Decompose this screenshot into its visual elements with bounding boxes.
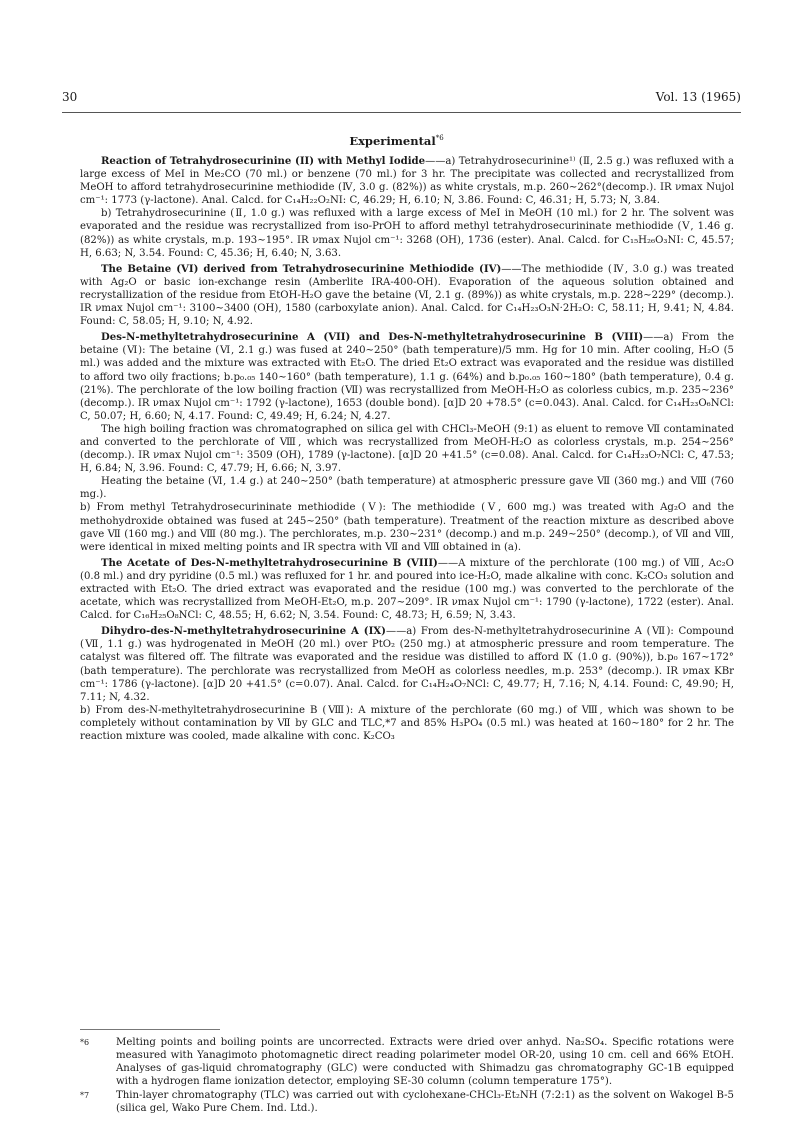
paragraph-10 xyxy=(80,704,734,743)
section-title-footnote-mark: *6 xyxy=(435,134,444,143)
header-rule xyxy=(62,112,741,113)
paragraph-text: b) Tetrahydrosecurinine (Ⅱ, 1.0 g.) was refluxed with a large excess of MeI in MeOH (10 ml.) for 2 hr. The solvent was evaporated and the residue was recrystallized from iso-PrOH to afford methyl tetrahydrosecurininate methiodide (Ⅴ, 1.46 g. (82%)) as white crystals, m.p. 193∼195°. IR νmax Nujol cm⁻¹: 3268 (OH), 1736 (ester). Anal. Calcd. for C₁₅H₂₆O₃NI: C, 45.57; H, 6.63; N, 3.54. Found: C, 45.36; H, 6.40; N, 3.63. xyxy=(80,208,734,259)
paragraph-heading: Des-N-methyltetrahydrosecurinine A (VII) and Des-N-methyltetrahydrosecurinine B (VIII) xyxy=(101,331,644,344)
paragraph-1 xyxy=(80,155,734,207)
footnote-mark: *6 xyxy=(80,1038,90,1047)
section-title-text: Experimental xyxy=(349,134,436,148)
paragraph-text: The high boiling fraction was chromatographed on silica gel with CHCl₃-MeOH (9:1) as eluent to remove Ⅶ contaminated and converted to the perchlorate of Ⅷ, which was recrystallized from MeOH-H₂O as colorless crystals, m.p. 254∼256° (decomp.). IR νmax Nujol cm⁻¹: 3509 (OH), 1789 (γ-lactone). [α]D 20 +41.5° (c=0.08). Anal. Calcd. for C₁₄H₂₃O₇NCl: C, 47.53; H, 6.84; N, 3.96. Found: C, 47.79; H, 6.66; N, 3.97. xyxy=(80,423,734,475)
paragraph-2 xyxy=(80,207,734,259)
paragraph-text: ——A mixture of the perchlorate (100 mg.) of Ⅷ, Ac₂O (0.8 ml.) and dry pyridine (0.5 ml.) was refluxed for 1 hr. and poured into ice-H₂O, made alkaline with conc. K₂CO₃ solution and extracted with Et₂O. The dried extract was evaporated and the residue (100 mg.) was converted to the perchlorate of the acetate, which was recrystallized from MeOH-Et₂O, m.p. 207∼209°. IR νmax Nujol cm⁻¹: 1790 (γ-lactone), 1722 (ester). Anal. Calcd. for C₁₆H₂₅O₈NCl: C, 48.55; H, 6.62; N, 3.54. Found: C, 48.73; H, 6.59; N, 3.43. xyxy=(80,557,734,622)
section-title xyxy=(0,134,793,148)
paragraph-text: ——a) From the betaine (Ⅵ): The betaine (Ⅵ, 2.1 g.) was fused at 240∼250° (bath temperature)/5 mm. Hg for 10 min. After cooling, H₂O (5 ml.) was added and the mixture was extracted with Et₂O. The dried Et₂O extract was evaporated and the residue was distilled to afford two oily fractions; b.p₀.₀₅ 140∼160° (bath temperature), 1.1 g. (64%) and b.p₀.₀₅ 160∼180° (bath temperature), 0.4 g. (21%). The perchlorate of the low boiling fraction (Ⅶ) was recrystallized from MeOH-H₂O as colorless cubics, m.p. 235∼236° (decomp.). IR νmax Nujol cm⁻¹: 1792 (γ-lactone), 1653 (double bond). [α]D 20 +78.5° (c=0.043). Anal. Calcd. for C₁₄H₂₃O₆NCl: C, 50.07; H, 6.60; N, 4.17. Found: C, 49.49; H, 6.24; N, 4.27. xyxy=(80,332,734,422)
paragraph-4 xyxy=(80,331,734,423)
paragraph-text: ——a) Tetrahydrosecurinine¹⁾ (Ⅱ, 2.5 g.) was refluxed with a large excess of MeI in Me₂CO (70 ml.) or benzene (70 ml.) for 3 hr. The precipitate was collected and recrystallized from MeOH to afford tetrahydrosecurinine methiodide (Ⅳ, 3.0 g. (82%)) as white crystals, m.p. 260∼262°(decomp.). IR νmax Nujol cm⁻¹: 1773 (γ-lactone). Anal. Calcd. for C₁₄H₂₂O₂NI: C, 46.29; H, 6.10; N, 3.86. Found: C, 46.31; H, 5.73; N, 3.84. xyxy=(80,156,734,207)
paragraph-5 xyxy=(80,423,734,475)
footnote-text: Melting points and boiling points are uncorrected. Extracts were dried over anhyd. Na₂SO₄. Specific rotations were measured with Yanagimoto photomagnetic direct reading polarimeter model OR-20, using 10 cm. cell and 66% EtOH. Analyses of gas-liquid chromatography (GLC) were conducted with Shimadzu gas chromatography GC-1B equipped with a hydrogen flame ionization detector, employing SE-30 column (column temperature 175°). xyxy=(116,1037,734,1088)
paragraph-7 xyxy=(80,501,734,553)
paragraph-heading: The Betaine (VI) derived from Tetrahydrosecurinine Methiodide (IV) xyxy=(101,262,502,275)
footnote-6 xyxy=(80,1036,734,1088)
paragraph-text: ——a) From des-N-methyltetrahydrosecurinine A (Ⅶ): Compound (Ⅶ, 1.1 g.) was hydrogenated in MeOH (20 ml.) over PtO₂ (250 mg.) at atmospheric pressure and room temperature. The catalyst was filtered off. The filtrate was evaporated and the residue was distilled to afford Ⅸ (1.0 g. (90%)), b.p₀ 167∼172° (bath temperature). The perchlorate was recrystallized from MeOH as colorless needles, m.p. 253° (decomp.). IR νmax KBr cm⁻¹: 1786 (γ-lactone). [α]D 20 +41.5° (c=0.07). Anal. Calcd. for C₁₄H₂₄O₇NCl: C, 49.77; H, 7.16; N, 4.14. Found: C, 49.90; H, 7.11; N, 4.32. xyxy=(80,626,734,703)
footnote-7 xyxy=(80,1089,734,1115)
paragraph-heading: The Acetate of Des-N-methyltetrahydrosecurinine B (VIII) xyxy=(101,556,438,569)
page-number: 30 xyxy=(62,90,78,104)
running-header xyxy=(62,90,741,112)
footnote-mark: *7 xyxy=(80,1091,90,1101)
paragraph-text: b) From methyl Tetrahydrosecurininate methiodide (Ⅴ): The methiodide (Ⅴ, 600 mg.) was treated with Ag₂O and the methohydroxide obtained was fused at 245∼250° (bath temperature). Treatment of the reaction mixture as described above gave Ⅶ (160 mg.) and Ⅷ (80 mg.). The perchlorates, m.p. 230∼231° (decomp.) and m.p. 249∼250° (decomp.), of Ⅶ and Ⅷ, were identical in mixed melting points and IR spectra with Ⅶ and Ⅷ obtained in (a). xyxy=(80,502,734,553)
footnotes xyxy=(80,1036,734,1117)
footnote-rule xyxy=(80,1029,220,1030)
paragraph-3 xyxy=(80,263,734,328)
paragraph-text: ——The methiodide (Ⅳ, 3.0 g.) was treated with Ag₂O or basic ion-exchange resin (Amberlite IRA-400-OH). Evaporation of the aqueous solution obtained and recrystallization of the residue from EtOH-H₂O gave the betaine (Ⅵ, 2.1 g. (89%)) as white crystals, m.p. 228∼229° (decomp.). IR νmax Nujol cm⁻¹: 3100∼3400 (OH), 1580 (carboxylate anion). Anal. Calcd. for C₁₄H₂₃O₃N·2H₂O: C, 58.11; H, 9.41; N, 4.84. Found: C, 58.05; H, 9.10; N, 4.92. xyxy=(80,263,734,328)
paragraph-heading: Reaction of Tetrahydrosecurinine (II) with Methyl Iodide xyxy=(101,155,426,167)
paragraph-heading: Dihydro-des-N-methyltetrahydrosecurinine A (IX) xyxy=(101,625,386,638)
paragraph-text: b) From des-N-methyltetrahydrosecurinine B (Ⅷ): A mixture of the perchlorate (60 mg.) of Ⅷ, which was shown to be completely without contamination by Ⅶ by GLC and TLC,*7 and 85% H₃PO₄ (0.5 ml.) was heated at 160∼180° for 2 hr. The reaction mixture was cooled, made alkaline with conc. K₂CO₃ xyxy=(80,704,734,743)
article-body xyxy=(80,155,734,743)
paragraph-9 xyxy=(80,625,734,704)
paragraph-6 xyxy=(80,475,734,501)
paragraph-text: Heating the betaine (Ⅵ, 1.4 g.) at 240∼250° (bath temperature) at atmospheric pressure gave Ⅶ (360 mg.) and Ⅷ (760 mg.). xyxy=(80,476,734,501)
volume-label: Vol. 13 (1965) xyxy=(655,90,741,104)
paragraph-8 xyxy=(80,557,734,622)
footnote-text: Thin-layer chromatography (TLC) was carried out with cyclohexane-CHCl₃-Et₂NH (7:2:1) as the solvent on Wakogel B-5 (silica gel, Wako Pure Chem. Ind. Ltd.). xyxy=(116,1090,734,1115)
